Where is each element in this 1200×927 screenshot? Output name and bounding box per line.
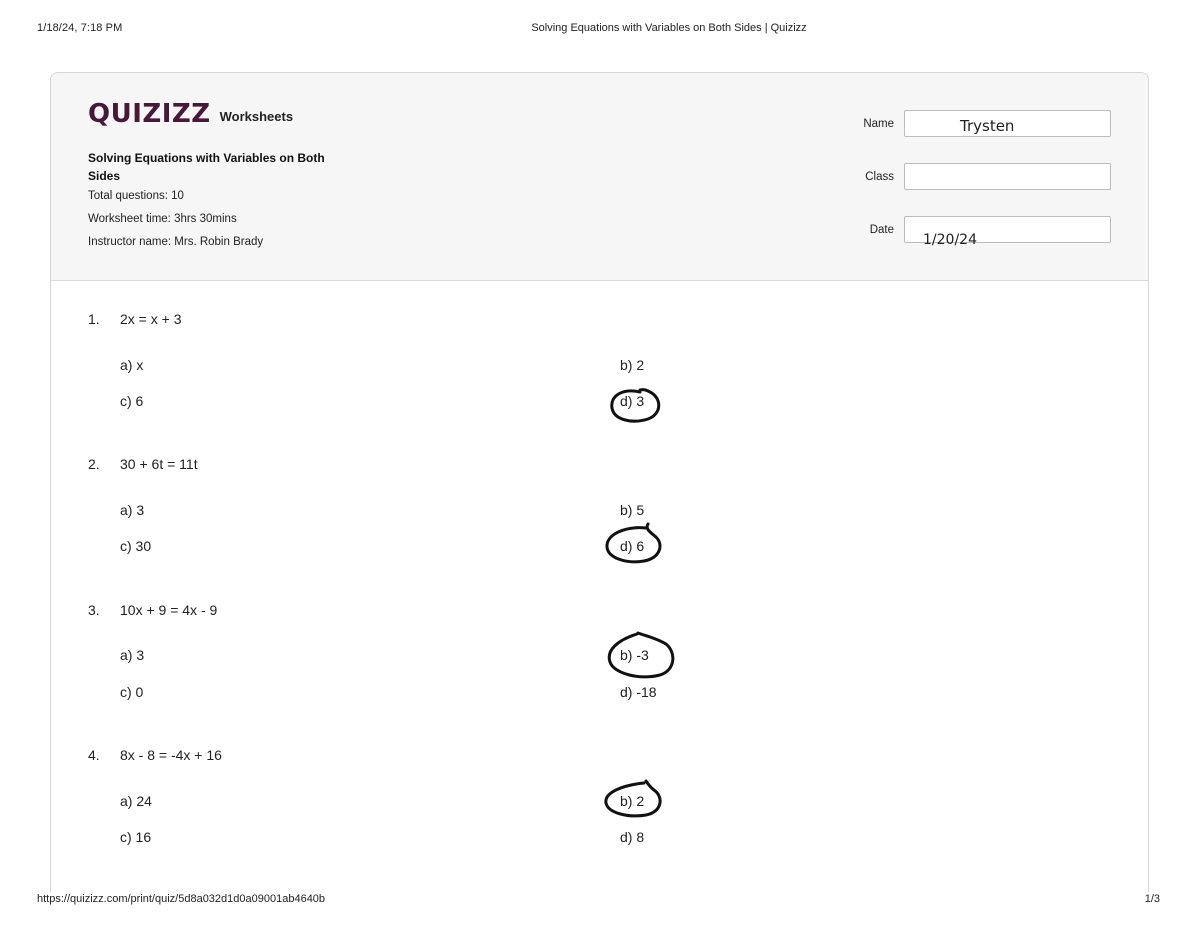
question-text: 30 + 6t = 11t [120,456,198,472]
question-number: 1. [88,311,100,327]
option-d: d) 6 [620,538,645,554]
option-b: b) 2 [620,793,645,809]
instructor-name: Instructor name: Mrs. Robin Brady [88,236,264,248]
print-url: https://quizizz.com/print/quiz/5d8a032d1d0a09001ab4640b [37,893,326,905]
class-label: Class [865,171,894,183]
print-datetime: 1/18/24, 7:18 PM [37,22,123,34]
option-d: d) 3 [620,393,645,409]
option-b: b) -3 [620,647,649,663]
option-c: c) 0 [120,684,144,700]
option-b: b) 2 [620,357,645,373]
name-value: Trysten [960,117,1015,135]
option-b: b) 5 [620,502,645,518]
option-c: c) 30 [120,538,152,554]
quizizz-logo [88,99,293,129]
question-number: 2. [88,456,100,472]
worksheet-title: Solving Equations with Variables on Both Sides [88,151,325,183]
class-field[interactable] [904,163,1111,190]
question-number: 3. [88,602,100,618]
total-questions: Total questions: 10 [88,190,184,202]
option-c: c) 6 [120,393,144,409]
date-label: Date [869,224,894,236]
name-label: Name [863,118,894,130]
option-d: d) 8 [620,829,645,845]
logo-subtitle: Worksheets [219,108,294,124]
question-text: 8x - 8 = -4x + 16 [120,747,222,763]
option-d: d) -18 [620,684,657,700]
option-a: a) x [120,357,144,373]
worksheet-time: Worksheet time: 3hrs 30mins [88,213,237,225]
option-c: c) 16 [120,829,152,845]
date-value: 1/20/24 [923,232,977,248]
print-page-number: 1/3 [1144,893,1160,905]
option-a: a) 24 [120,793,152,809]
option-a: a) 3 [120,502,145,518]
question-text: 10x + 9 = 4x - 9 [120,602,218,618]
question-number: 4. [88,747,100,763]
question-text: 2x = x + 3 [120,311,182,327]
worksheet-card [50,72,1149,892]
option-a: a) 3 [120,647,145,663]
worksheet-header [51,73,1148,281]
logo-wordmark: QUIZIZZ [88,99,211,129]
print-page-title: Solving Equations with Variables on Both Sides | Quizizz [531,22,807,34]
